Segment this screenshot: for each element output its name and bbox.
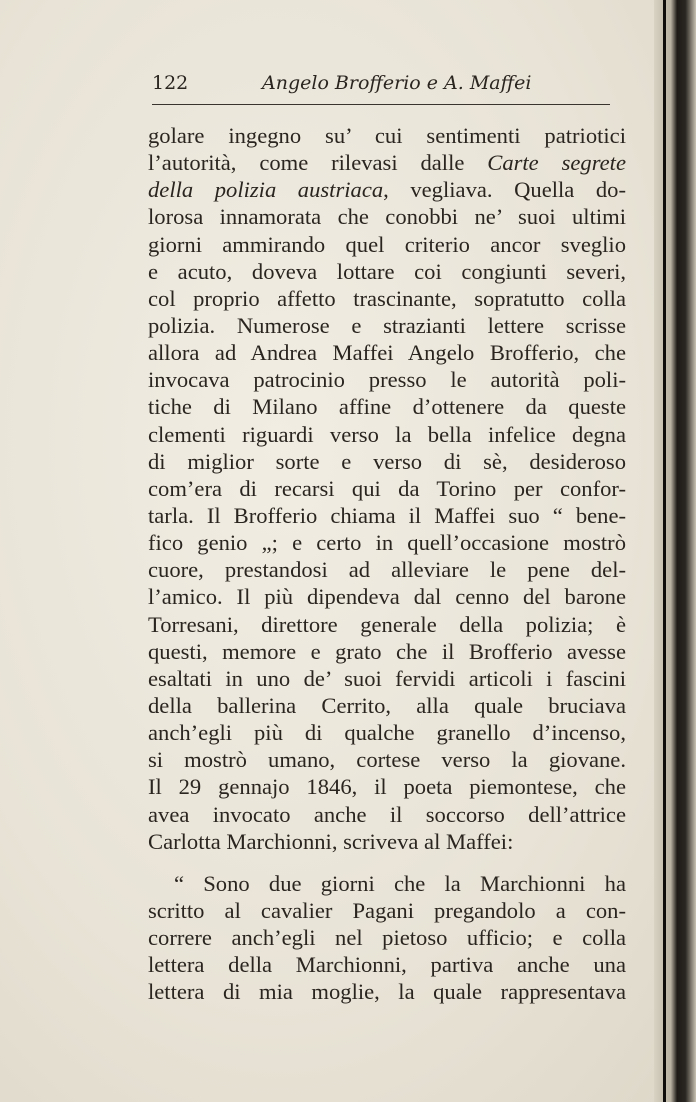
text-line: clementi riguardi verso la bella infelice degna bbox=[148, 421, 626, 447]
text-line: tarla. Il Brofferio chiama il Maffei suo “ bene- bbox=[148, 502, 626, 528]
text-line: Torresani, direttore generale della polizia; è bbox=[148, 611, 626, 637]
text-line: della ballerina Cerrito, alla quale bruciava bbox=[148, 692, 626, 718]
text-line: cuore, prestandosi ad alleviare le pene del- bbox=[148, 557, 626, 583]
italic-phrase: della polizia austriaca bbox=[148, 177, 384, 203]
text-line: l’amico. Il più dipendeva dal cenno del barone bbox=[148, 584, 626, 610]
text-line: col proprio affetto trascinante, sopratutto colla bbox=[148, 285, 626, 311]
text-line: Il 29 gennajo 1846, il poeta piemontese, che bbox=[148, 774, 626, 800]
running-head: Angelo Brofferio e A. Maffei bbox=[262, 72, 532, 94]
text-line: polizia. Numerose e strazianti lettere scrisse bbox=[148, 312, 626, 338]
text-line: giorni ammirando quel criterio ancor sveglio bbox=[148, 231, 626, 257]
paragraph-gap bbox=[148, 855, 626, 870]
text-line: com’era di recarsi qui da Torino per confor- bbox=[148, 475, 626, 501]
body-text bbox=[148, 122, 626, 1006]
text-line: lettera di mia moglie, la quale rappresentava bbox=[148, 979, 626, 1005]
text-line: fico genio „; e certo in quell’occasione mostrò bbox=[148, 530, 626, 556]
text-line: lorosa innamorata che conobbi ne’ suoi ultimi bbox=[148, 204, 626, 230]
text-line: si mostrò umano, cortese verso la giovane. bbox=[148, 747, 626, 773]
page-header bbox=[152, 72, 612, 98]
header-rule bbox=[152, 104, 610, 105]
text-line: anch’egli più di qualche granello d’incenso, bbox=[148, 720, 626, 746]
text-line: questi, memore e grato che il Brofferio avesse bbox=[148, 638, 626, 664]
text-line: Carlotta Marchionni, scriveva al Maffei: bbox=[148, 828, 514, 854]
text-line: avea invocato anche il soccorso dell’attrice bbox=[148, 801, 626, 827]
text-line: invocava patrocinio presso le autorità poli- bbox=[148, 367, 626, 393]
text-line: lettera della Marchionni, partiva anche una bbox=[148, 952, 626, 978]
text-line: “ Sono due giorni che la Marchionni ha bbox=[174, 870, 626, 896]
text-line: golare ingegno su’ cui sentimenti patriotici bbox=[148, 123, 626, 148]
text-line: della polizia austriaca, vegliava. Quella do- bbox=[148, 177, 626, 203]
book-spine-shadow bbox=[654, 0, 696, 1102]
text-line: esaltati in uno de’ suoi fervidi articoli i fascini bbox=[148, 665, 626, 691]
text-line: l’autorità, come rilevasi dalle Carte segrete bbox=[148, 150, 626, 176]
page-number: 122 bbox=[152, 72, 189, 94]
book-spine-edge bbox=[663, 0, 666, 1102]
text-line: tiche di Milano affine d’ottenere da queste bbox=[148, 394, 626, 420]
text-line: e acuto, doveva lottare coi congiunti severi, bbox=[148, 258, 626, 284]
text-line: correre anch’egli nel pietoso ufficio; e colla bbox=[148, 925, 626, 951]
text-line: allora ad Andrea Maffei Angelo Brofferio, che bbox=[148, 340, 626, 366]
text-line: scritto al cavalier Pagani pregandolo a con- bbox=[148, 897, 626, 923]
text-line: di miglior sorte e verso di sè, desideroso bbox=[148, 448, 626, 474]
italic-phrase: Carte segrete bbox=[487, 150, 626, 176]
